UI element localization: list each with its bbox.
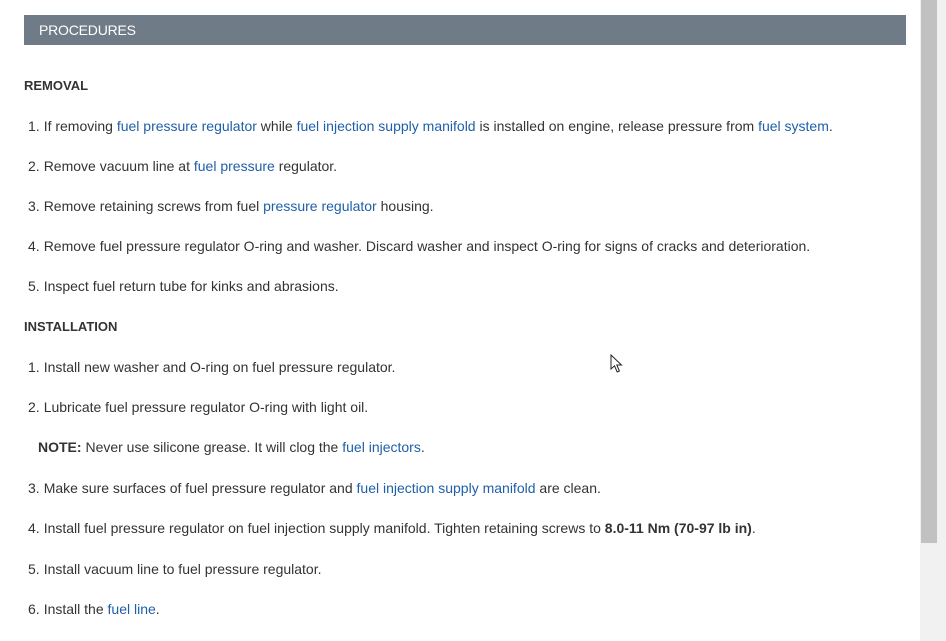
step-text: Remove fuel pressure regulator O-ring and washer. Discard washer and inspect O-ring for signs of cracks and deterioration. [43, 238, 811, 254]
mouse-cursor-icon [610, 354, 624, 374]
step-text: Remove vacuum line at [43, 158, 194, 174]
step-text: Inspect fuel return tube for kinks and abrasions. [43, 278, 339, 294]
step-text: is installed on engine, release pressure from [475, 118, 759, 134]
procedures-header [24, 15, 906, 45]
step-text: . [828, 118, 833, 134]
removal-step-4 [28, 237, 810, 255]
note-text: . [420, 439, 425, 455]
link-fuel-pressure[interactable]: fuel pressure [193, 158, 275, 174]
step-number: 4. [28, 520, 40, 536]
link-fuel-injection-supply-manifold[interactable]: fuel injection supply manifold [296, 118, 476, 134]
link-fuel-system[interactable]: fuel system [758, 118, 829, 134]
note [38, 438, 425, 456]
step-number: 1. [28, 359, 40, 375]
link-pressure-regulator[interactable]: pressure regulator [263, 198, 377, 214]
step-text: Lubricate fuel pressure regulator O-ring with light oil. [43, 399, 369, 415]
step-text: Install the [43, 601, 108, 617]
step-text: Install fuel pressure regulator on fuel injection supply manifold. Tighten retaining screws to [43, 520, 605, 536]
step-text: regulator. [274, 158, 338, 174]
removal-heading: REMOVAL [24, 78, 89, 93]
step-text: housing. [376, 198, 434, 214]
installation-heading: INSTALLATION [24, 319, 118, 334]
link-fuel-injectors[interactable]: fuel injectors [342, 439, 421, 455]
step-text: while [256, 118, 297, 134]
step-number: 5. [28, 561, 40, 577]
step-number: 6. [28, 601, 40, 617]
installation-step-1 [28, 358, 395, 376]
note-text: Never use silicone grease. It will clog the [81, 439, 343, 455]
step-number: 3. [28, 480, 40, 496]
step-text: If removing [43, 118, 117, 134]
step-number: 5. [28, 278, 40, 294]
step-number: 3. [28, 198, 40, 214]
step-number: 2. [28, 158, 40, 174]
removal-step-5 [28, 277, 339, 295]
installation-step-2 [28, 398, 368, 416]
step-text: Remove retaining screws from fuel [43, 198, 264, 214]
installation-step-5 [28, 560, 322, 578]
installation-step-3 [28, 479, 601, 497]
link-fuel-injection-supply-manifold[interactable]: fuel injection supply manifold [356, 480, 536, 496]
removal-step-2 [28, 157, 337, 175]
removal-step-3 [28, 197, 434, 215]
step-text: . [155, 601, 160, 617]
note-label: NOTE: [38, 439, 82, 455]
step-number: 1. [28, 118, 40, 134]
step-number: 4. [28, 238, 40, 254]
torque-spec: 8.0-11 Nm (70-97 lb in) [604, 520, 752, 536]
step-text: Make sure surfaces of fuel pressure regulator and [43, 480, 357, 496]
step-text: are clean. [535, 480, 601, 496]
link-fuel-pressure-regulator[interactable]: fuel pressure regulator [116, 118, 257, 134]
scrollbar-thumb[interactable] [921, 0, 937, 543]
step-text: . [751, 520, 756, 536]
step-text: Install new washer and O-ring on fuel pressure regulator. [43, 359, 396, 375]
step-number: 2. [28, 399, 40, 415]
installation-step-6 [28, 600, 160, 618]
link-fuel-line[interactable]: fuel line [107, 601, 156, 617]
removal-step-1 [28, 117, 833, 135]
installation-step-4 [28, 519, 756, 537]
procedures-title: PROCEDURES [39, 22, 136, 38]
step-text: Install vacuum line to fuel pressure regulator. [43, 561, 322, 577]
